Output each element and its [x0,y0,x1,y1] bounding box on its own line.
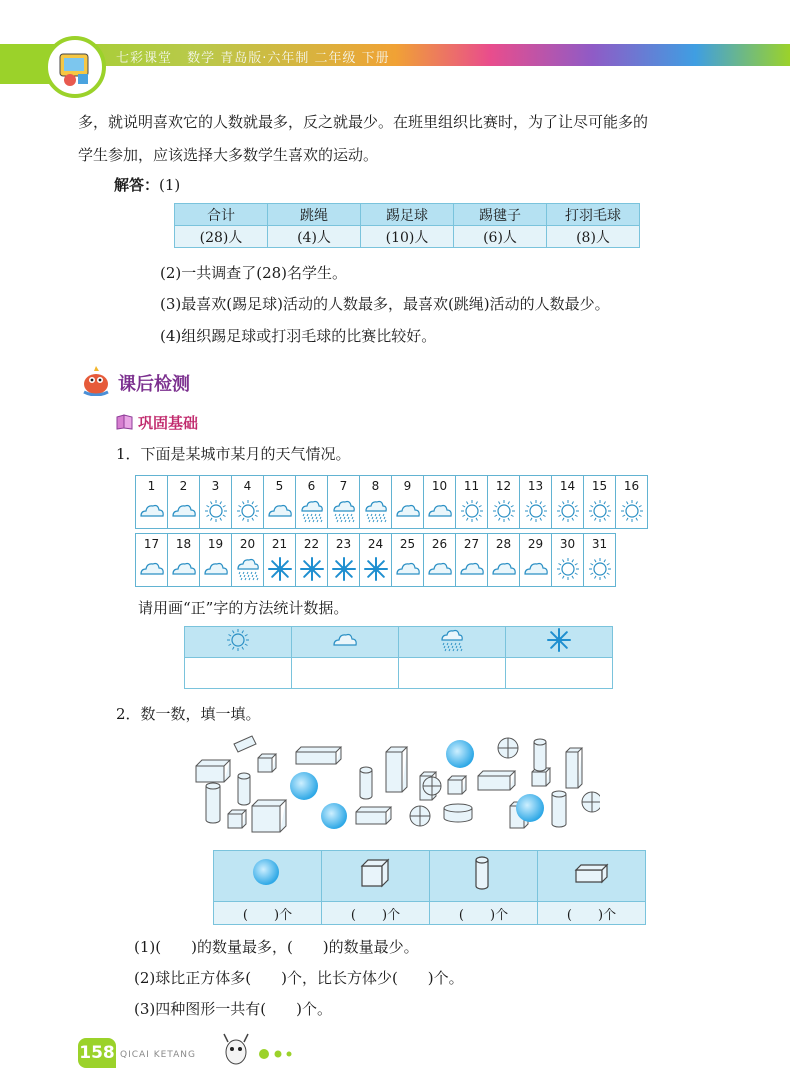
tally-header-snow [506,627,613,658]
calendar-day-number: 3 [211,479,220,493]
calendar-day-cell [135,475,168,529]
calendar-day-number: 10 [431,479,448,493]
calendar-day-number: 30 [559,537,576,551]
subsection-title: 巩固基础 [138,414,199,432]
calendar-day-cell [263,475,296,529]
calendar-day-cell [231,475,264,529]
snow-weather-icon [363,556,389,582]
calendar-day-cell [487,475,520,529]
calendar-day-cell [231,533,264,587]
calendar-day-cell [199,475,232,529]
answer-line-3: (3)最喜欢(踢足球)活动的人数最多，最喜欢(跳绳)活动的人数最少。 [160,295,610,313]
q2-line-3: (3)四种图形一共有( )个。 [134,1000,332,1018]
calendar-day-cell [199,533,232,587]
rain-weather-icon [363,498,389,524]
cloudy-weather-icon [523,556,549,582]
q1-text: 1．下面是某城市某月的天气情况。 [116,445,351,463]
q2-line-2: (2)球比正方体多( )个，比长方体少( )个。 [134,969,464,987]
sunny-weather-icon [587,498,613,524]
survey-value-cell: (4)人 [268,226,361,248]
calendar-day-number: 16 [623,479,640,493]
calendar-day-number: 9 [403,479,412,493]
calendar-day-number: 14 [559,479,576,493]
calendar-day-cell [519,475,552,529]
snow-weather-icon [299,556,325,582]
calendar-day-number: 25 [399,537,416,551]
calendar-day-cell [359,533,392,587]
tally-table [184,626,613,689]
calendar-row-1 [136,475,648,529]
rain-weather-icon [299,498,325,524]
calendar-day-cell [263,533,296,587]
intro-line-1: 多，就说明喜欢它的人数就最多，反之就最少。在班里组织比赛时，为了让尽可能多的 [78,113,649,131]
count-answer-cell[interactable]: ( )个 [430,902,538,925]
section-title: 课后检测 [118,374,190,395]
calendar-day-number: 2 [179,479,188,493]
count-answer-cell[interactable]: ( )个 [214,902,322,925]
calendar-day-number: 23 [335,537,352,551]
cloudy-weather-icon [427,498,453,524]
answer-line-4: (4)组织踢足球或打羽毛球的比赛比较好。 [160,327,437,345]
book-icon [116,414,134,430]
sunny-weather-icon [459,498,485,524]
shape-count-table [213,850,646,925]
sunny-weather-icon [587,556,613,582]
survey-value-cell: (10)人 [361,226,454,248]
rain-weather-icon [235,556,261,582]
count-answer-cell[interactable]: ( )个 [322,902,430,925]
cloudy-weather-icon [459,556,485,582]
calendar-day-cell [295,475,328,529]
snow-weather-icon [267,556,293,582]
count-header-cube [322,851,430,902]
tally-input-cell[interactable] [399,658,506,689]
calendar-day-number: 5 [275,479,284,493]
q2-line-1: (1)( )的数量最多，( )的数量最少。 [134,938,419,956]
tally-header-rain [399,627,506,658]
calendar-day-cell [615,475,648,529]
calendar-day-cell [423,533,456,587]
sunny-weather-icon [491,498,517,524]
sunny-weather-icon [619,498,645,524]
count-header-cuboid [538,851,646,902]
header-title [116,47,390,66]
series-logo [44,36,106,98]
calendar-day-number: 17 [143,537,160,551]
calendar-day-cell [327,533,360,587]
cube-icon [358,856,394,892]
cloudy-weather-icon [203,556,229,582]
cloudy-weather-icon [332,627,358,653]
calendar-day-cell [583,533,616,587]
calendar-day-cell [455,533,488,587]
rain-weather-icon [331,498,357,524]
calendar-day-cell [391,533,424,587]
survey-header-cell: 合计 [175,204,268,226]
calendar-day-number: 31 [591,537,608,551]
cloudy-weather-icon [395,556,421,582]
footer-brand: QICAI KETANG [120,1050,196,1060]
calendar-day-cell [551,475,584,529]
q2-text: 2．数一数，填一填。 [116,705,261,723]
calendar-day-number: 6 [307,479,316,493]
calendar-day-cell [135,533,168,587]
answer-heading [114,175,180,195]
calendar-day-number: 8 [371,479,380,493]
calendar-day-cell [295,533,328,587]
sunny-weather-icon [523,498,549,524]
cloudy-weather-icon [427,556,453,582]
tally-input-cell[interactable] [185,658,292,689]
cloudy-weather-icon [267,498,293,524]
calendar-day-cell [327,475,360,529]
cloudy-weather-icon [171,498,197,524]
calendar-day-cell [167,475,200,529]
calendar-day-number: 24 [367,537,384,551]
intro-line-2: 学生参加，应该选择大多数学生喜欢的运动。 [78,146,379,164]
calendar-day-number: 4 [243,479,252,493]
calendar-day-number: 21 [271,537,288,551]
answer-part1: (1) [159,176,181,194]
calendar-day-cell [391,475,424,529]
survey-header-cell: 踢毽子 [454,204,547,226]
survey-header-cell: 踢足球 [361,204,454,226]
answer-line-2: (2)一共调查了(28)名学生。 [160,264,348,282]
page-number: 158 [78,1038,116,1068]
tally-input-cell[interactable] [506,658,613,689]
survey-table [174,203,640,248]
calendar-row-2 [136,533,616,587]
calendar-day-cell [487,533,520,587]
snow-weather-icon [331,556,357,582]
q1-instruction: 请用画“正”字的方法统计数据。 [138,599,349,617]
calendar-day-number: 11 [463,479,480,493]
calendar-day-number: 12 [495,479,512,493]
cloudy-weather-icon [171,556,197,582]
calendar-day-number: 27 [463,537,480,551]
mascot-icon [78,362,114,396]
header-series: 七彩课堂 [116,51,173,66]
cloudy-weather-icon [395,498,421,524]
count-header-cylinder [430,851,538,902]
shapes-illustration [190,732,600,837]
cloudy-weather-icon [139,498,165,524]
cloudy-weather-icon [139,556,165,582]
sunny-weather-icon [225,627,251,653]
sunny-weather-icon [555,556,581,582]
calendar-day-number: 29 [527,537,544,551]
count-answer-cell[interactable]: ( )个 [538,902,646,925]
tally-header-sunny [185,627,292,658]
calendar-day-number: 22 [303,537,320,551]
sunny-weather-icon [203,498,229,524]
cylinder-icon [466,856,502,892]
rain-weather-icon [439,627,465,653]
header-info: 数学 青岛版·六年制 二年级 下册 [187,51,390,66]
snow-weather-icon [546,627,572,653]
calendar-day-cell [423,475,456,529]
calendar-day-cell [551,533,584,587]
answer-label: 解答： [114,176,160,194]
sphere-icon [250,856,286,892]
calendar-day-cell [455,475,488,529]
calendar-day-number: 1 [147,479,156,493]
calendar-day-cell [519,533,552,587]
calendar-day-cell [359,475,392,529]
calendar-day-cell [167,533,200,587]
tally-header-cloudy [292,627,399,658]
tally-input-cell[interactable] [292,658,399,689]
sunny-weather-icon [235,498,261,524]
survey-value-cell: (6)人 [454,226,547,248]
survey-header-cell: 打羽毛球 [547,204,640,226]
survey-value-cell: (28)人 [175,226,268,248]
calendar-day-number: 18 [175,537,192,551]
calendar-day-number: 7 [339,479,348,493]
calendar-day-number: 20 [239,537,256,551]
calendar-day-cell [583,475,616,529]
footer-mascot-icon [218,1032,308,1072]
calendar-day-number: 26 [431,537,448,551]
calendar-day-number: 15 [591,479,608,493]
calendar-day-number: 28 [495,537,512,551]
calendar-day-number: 19 [207,537,224,551]
survey-header-cell: 跳绳 [268,204,361,226]
cloudy-weather-icon [491,556,517,582]
count-header-sphere [214,851,322,902]
calendar-day-number: 13 [527,479,544,493]
survey-value-cell: (8)人 [547,226,640,248]
sunny-weather-icon [555,498,581,524]
cuboid-icon [574,856,610,892]
